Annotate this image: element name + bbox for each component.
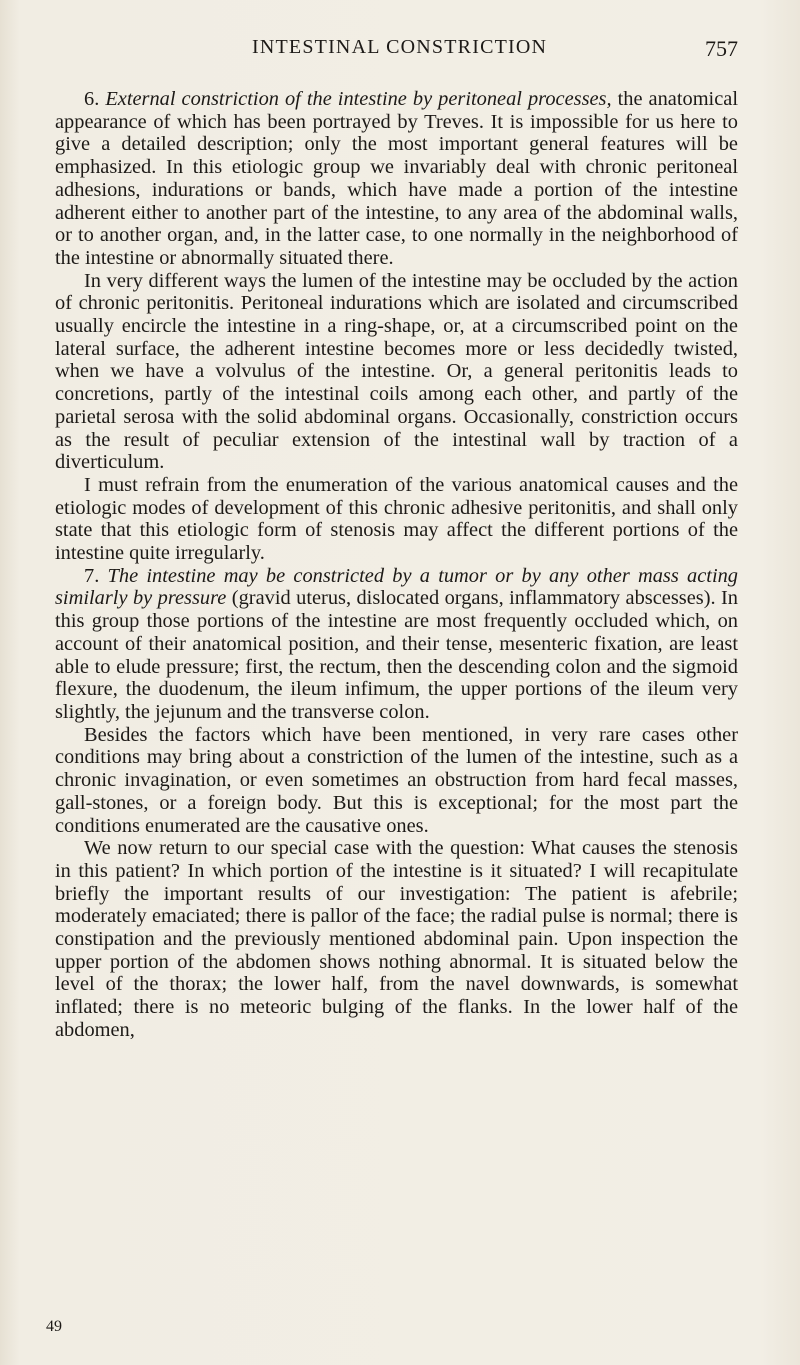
paragraph-text: We now return to our special case with the question: What causes the stenosis in this patient? In which portion of the intestine is it situated? I will recapitulate briefly the important results of our investigation: The patient is afebrile; moderately emaciated; there is pallor of the face; the radial pulse is normal; there is constipation and the previously mentioned abdominal pain. Upon inspection the upper portion of the abdomen shows nothing abnormal. It is situated below the level of the thorax; the lower half, from the navel downwards, is somewhat inflated; there is no meteoric bulging of the flanks. In the lower half of the abdomen, — [55, 837, 738, 1041]
section-number: 6. — [84, 88, 106, 110]
running-head — [56, 36, 738, 68]
paragraph-text: the anatomical appearance of which has been portrayed by Treves. It is impossible for us here to give a detailed description; only the most important general features will be emphasized. In this etiologic group we invariably deal with chronic peritoneal adhesions, indurations or bands, which have made a portion of the intestine adherent either to another part of the intestine, to any area of the abdominal walls, or to another organ, and, in the latter case, to one normally in the neighborhood of the intestine or abnormally situated there. — [55, 88, 738, 269]
running-title: INTESTINAL CONSTRICTION — [252, 36, 548, 58]
signature-mark: 49 — [46, 1318, 62, 1335]
paragraph-text: In very different ways the lumen of the intestine may be occluded by the action of chronic peritonitis. Peritoneal indurations which are isolated and circumscribed usually encircle the intestine in a ring-shape, or, at a circumscribed point on the lateral surface, the adherent intestine becomes more or less decidedly twisted, when we have a volvulus of the intestine. Or, a general peritonitis leads to concretions, partly of the intestinal coils among each other, and partly of the parietal serosa with the solid abdominal organs. Occasionally, constriction occurs as the result of peculiar extension of the intestinal wall by traction of a diverticulum. — [55, 269, 738, 474]
paragraph-text: (gravid uterus, dislocated organs, inflammatory abscesses). In this group those portions of the intestine are most frequently occluded which, on account of their anatomical position, and their tense, mesenteric fixation, are least able to elude pressure; first, the rectum, then the descending colon and the sigmoid flexure, the duodenum, the ileum infimum, the upper portions of the ileum very slightly, the jejunum and the transverse colon. — [55, 587, 739, 723]
paragraph — [55, 837, 738, 1041]
page-number: 757 — [705, 36, 738, 61]
paragraph-text: Besides the factors which have been mentioned, in very rare cases other conditions may bring about a constriction of the lumen of the intestine, such as a chronic invagination, or even sometimes an obstruction from hard fecal masses, gall-stones, or a foreign body. But this is exceptional; for the most part the conditions enumerated are the causative ones. — [55, 723, 738, 837]
paragraph-text: I must refrain from the enumeration of the various anatomical causes and the etiologic modes of development of this chronic adhesive peritonitis, and shall only state that this etiologic form of stenosis may affect the different portions of the intestine quite irregularly. — [55, 473, 738, 565]
section-number: 7. — [84, 564, 108, 587]
section-heading: External constriction of the intestine by peritoneal processes, — [105, 88, 612, 110]
paragraph — [55, 270, 738, 474]
body-text — [55, 88, 738, 1042]
paragraph — [55, 724, 738, 838]
paragraph — [55, 474, 738, 565]
paragraph-section-6 — [55, 88, 738, 270]
paragraph-section-7 — [55, 565, 738, 724]
section-heading: The intestine may be constricted by a tumor or by any other mass acting similarly by pressure — [55, 564, 738, 610]
